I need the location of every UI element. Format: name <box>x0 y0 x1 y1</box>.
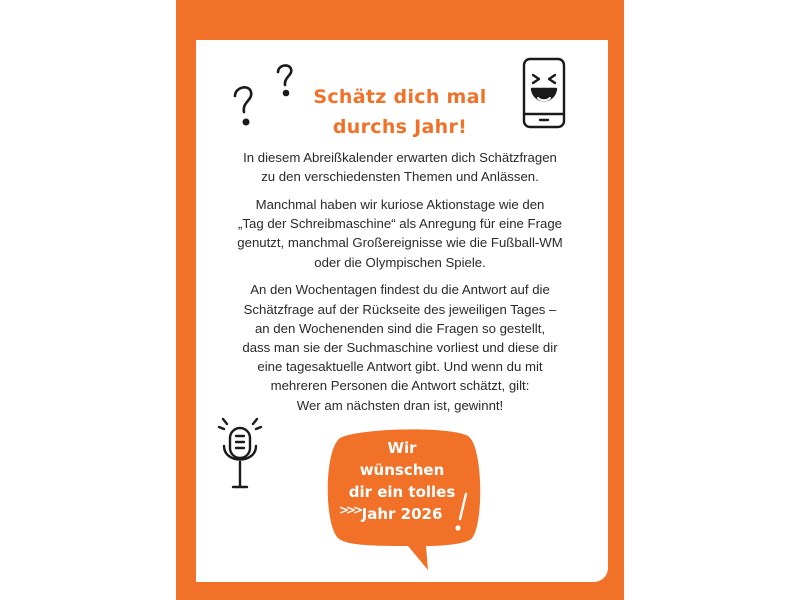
title-exclamation: ! <box>458 116 468 138</box>
text-line: Schätzfrage auf der Rückseite des jeweiligen Tages – <box>243 301 557 317</box>
bubble-line: dir ein tolles <box>348 483 456 501</box>
double-arrow-icon: >>> <box>339 503 361 517</box>
text-line: In diesem Abreißkalender erwarten dich Schätzfragen <box>243 150 557 165</box>
paragraph-3 <box>212 280 588 414</box>
bubble-line: Jahr 2026 <box>361 505 443 523</box>
title-line-1: Schätz dich mal <box>313 86 487 108</box>
paragraph-1 <box>212 148 588 186</box>
paragraph-2 <box>212 195 588 272</box>
text-line: dass man sie der Suchmaschine vorliest und diese dir <box>242 340 558 356</box>
text-line: oder die Olympischen Spiele. <box>314 254 486 270</box>
intro-text <box>212 148 588 423</box>
title-line-2: durchs Jahr <box>332 116 459 138</box>
text-line: eine tagesaktuelle Antwort gibt. Und wenn du mit <box>257 359 543 375</box>
text-line: mehreren Personen die Antwort schätzt, gilt: <box>270 378 530 394</box>
text-line: „Tag der Schreibmaschine“ als Anregung für eine Frage <box>238 216 562 232</box>
text-line: zu den verschiedensten Themen und Anlässen. <box>261 169 539 185</box>
text-line: Wer am nächsten dran ist, gewinnt! <box>296 397 504 413</box>
text-line: An den Wochentagen findest du die Antwort auf die <box>250 282 550 298</box>
laughing-phone-icon <box>520 56 570 132</box>
bubble-line: Wir <box>387 439 417 457</box>
microphone-icon <box>216 414 266 494</box>
bubble-line: wünschen <box>359 461 445 479</box>
text-line: genutzt, manchmal Großereignisse wie die Fußball-WM <box>237 235 563 251</box>
text-line: an den Wochenenden sind die Fragen so gestellt, <box>254 320 546 336</box>
text-line: Manchmal haben wir kuriose Aktionstage wie den <box>255 197 545 212</box>
page-title <box>300 82 500 142</box>
question-marks-icon <box>226 56 306 136</box>
